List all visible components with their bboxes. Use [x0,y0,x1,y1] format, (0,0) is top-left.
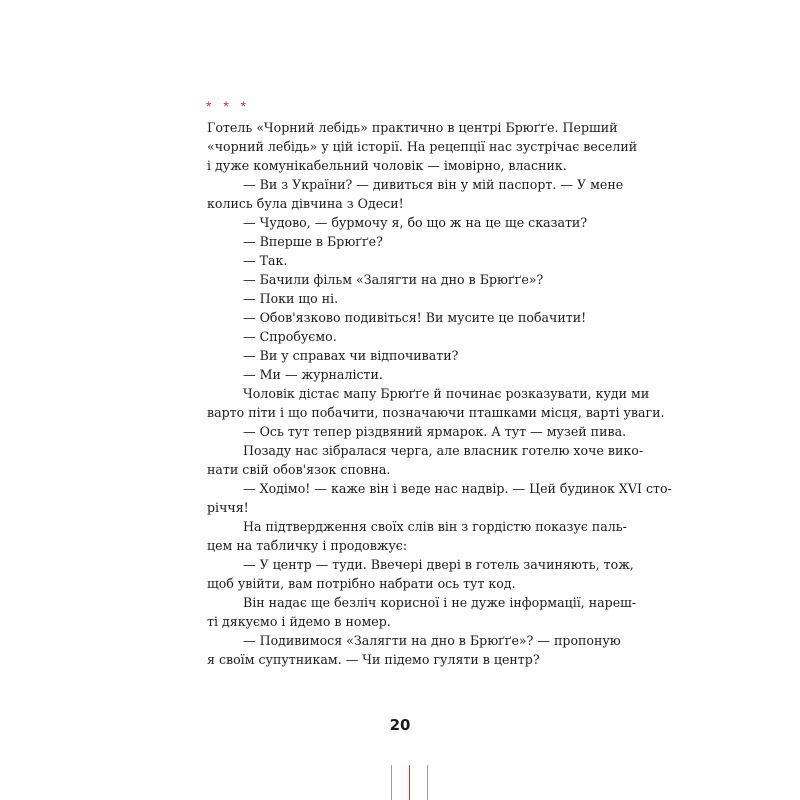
text-line: щоб увійти, вам потрібно набрати ось тут код. [207,576,516,591]
text-line: ті дякуємо і йдемо в номер. [207,614,391,629]
text-line: Готель «Чорний лебідь» практично в центрі Брюґґе. Перший [207,120,618,135]
text-line: Чоловік дістає мапу Брюґґе й починає розказувати, куди ми [243,386,650,401]
text-line: — Обов'язково подивіться! Ви мусите це побачити! [243,310,587,325]
text-line: — Ви у справах чи відпочивати? [243,348,459,363]
text-line: я своїм супутникам. — Чи підемо гуляти в центр? [207,652,540,667]
text-line: річчя! [207,500,249,515]
section-break-ornament: * * * [206,98,251,114]
text-line: — Подивимося «Залягти на дно в Брюґґе»? — пропоную [243,633,621,648]
text-line: — Так. [243,253,288,268]
text-line: варто піти і що побачити, позначаючи пташками місця, варті уваги. [207,405,665,420]
text-line: Позаду нас зібралася черга, але власник готелю хоче вико- [243,443,644,458]
decorative-rule-left [391,765,392,800]
text-line: — Спробуємо. [243,329,337,344]
text-line: і дуже комунікабельний чоловік — імовірно, власник. [207,158,567,173]
text-line: На підтвердження своїх слів він з гордістю показує паль- [243,519,627,534]
text-line: — Ви з України? — дивиться він у мій паспорт. — У мене [243,177,624,192]
text-line: «чорний лебідь» у цій історії. На рецепції нас зустрічає веселий [207,139,638,154]
text-line: — Ось тут тепер різдвяний ярмарок. А тут — музей пива. [243,424,627,439]
text-line: — Чудово, — бурмочу я, бо що ж на це ще сказати? [243,215,588,230]
text-line: Він надає ще безліч корисної і не дуже інформації, нареш- [243,595,637,610]
text-line: — Ходімо! — каже він і веде нас надвір. — Цей будинок XVI сто- [243,481,672,496]
text-line: — Ми — журналісти. [243,367,383,382]
page-number: 20 [389,716,411,734]
text-line: — Бачили фільм «Залягти на дно в Брюґґе»? [243,272,544,287]
decorative-rule-right [427,765,428,800]
text-line: — Поки що ні. [243,291,339,306]
text-line: цем на табличку і продовжує: [207,538,408,553]
text-line: — У центр — туди. Ввечері двері в готель зачиняють, тож, [243,557,634,572]
text-line: колись була дівчина з Одеси! [207,196,404,211]
text-line: нати свій обов'язок сповна. [207,462,391,477]
text-line: — Вперше в Брюґґе? [243,234,383,249]
decorative-rule-center [409,765,410,800]
